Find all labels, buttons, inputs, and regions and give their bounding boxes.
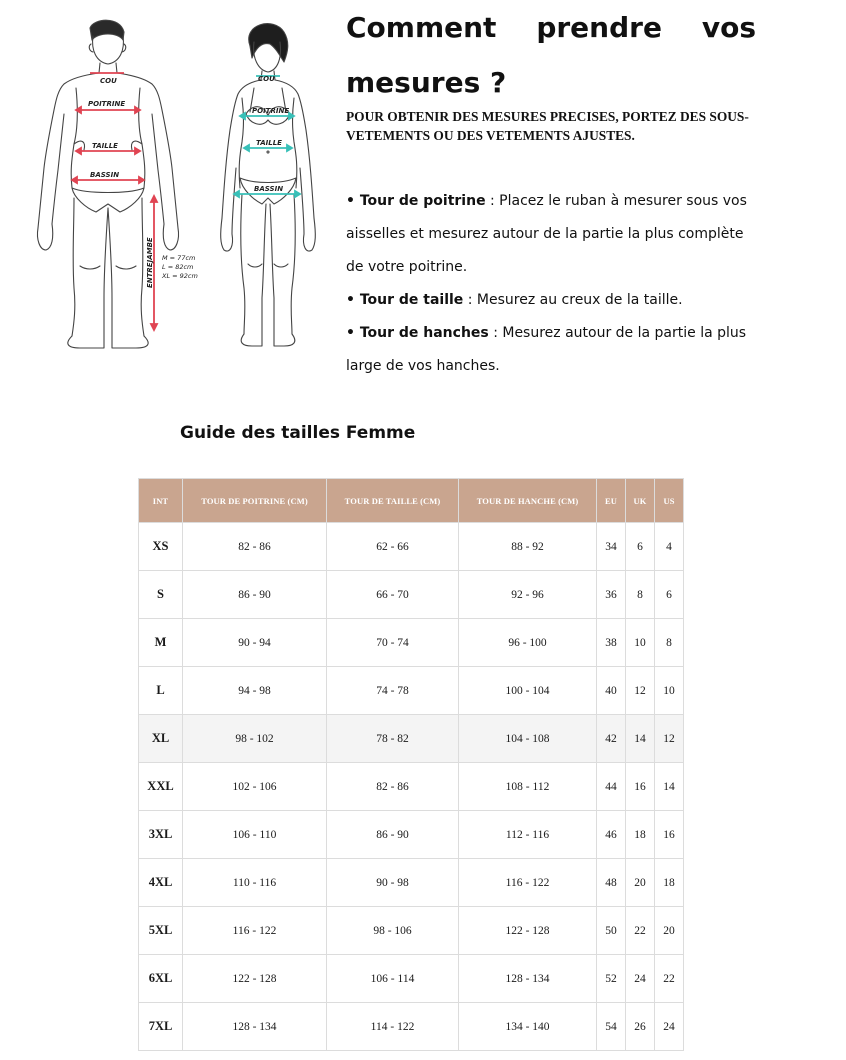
header-hip: TOUR DE HANCHE (CM) <box>459 479 597 523</box>
cell-us: 22 <box>655 955 684 1003</box>
table-row <box>139 907 684 955</box>
cell-waist: 114 - 122 <box>327 1003 459 1051</box>
cell-int: S <box>139 571 183 619</box>
cell-eu: 40 <box>597 667 626 715</box>
instruction-waist <box>346 284 758 317</box>
cell-waist: 82 - 86 <box>327 763 459 811</box>
header-chest: TOUR DE POITRINE (CM) <box>183 479 327 523</box>
cell-chest: 82 - 86 <box>183 523 327 571</box>
cell-chest: 86 - 90 <box>183 571 327 619</box>
table-row <box>139 523 684 571</box>
cell-hip: 108 - 112 <box>459 763 597 811</box>
man-label-inseam: ENTREJAMBE <box>146 237 154 288</box>
cell-uk: 24 <box>626 955 655 1003</box>
instruction-hip-label: • Tour de hanches <box>346 325 489 341</box>
size-table-header <box>139 479 684 523</box>
cell-hip: 128 - 134 <box>459 955 597 1003</box>
cell-int: 7XL <box>139 1003 183 1051</box>
cell-eu: 44 <box>597 763 626 811</box>
cell-uk: 6 <box>626 523 655 571</box>
cell-chest: 102 - 106 <box>183 763 327 811</box>
cell-waist: 86 - 90 <box>327 811 459 859</box>
cell-hip: 100 - 104 <box>459 667 597 715</box>
header-eu: EU <box>597 479 626 523</box>
table-row <box>139 1003 684 1051</box>
cell-hip: 92 - 96 <box>459 571 597 619</box>
table-row <box>139 571 684 619</box>
cell-chest: 106 - 110 <box>183 811 327 859</box>
cell-hip: 122 - 128 <box>459 907 597 955</box>
cell-chest: 122 - 128 <box>183 955 327 1003</box>
cell-chest: 94 - 98 <box>183 667 327 715</box>
cell-uk: 20 <box>626 859 655 907</box>
cell-us: 8 <box>655 619 684 667</box>
cell-us: 10 <box>655 667 684 715</box>
instruction-waist-label: • Tour de taille <box>346 292 464 308</box>
cell-eu: 38 <box>597 619 626 667</box>
cell-waist: 70 - 74 <box>327 619 459 667</box>
table-row <box>139 715 684 763</box>
cell-int: M <box>139 619 183 667</box>
cell-waist: 74 - 78 <box>327 667 459 715</box>
header-int: INT <box>139 479 183 523</box>
cell-int: 6XL <box>139 955 183 1003</box>
measurement-instructions <box>346 185 758 383</box>
cell-uk: 14 <box>626 715 655 763</box>
cell-waist: 62 - 66 <box>327 523 459 571</box>
cell-waist: 98 - 106 <box>327 907 459 955</box>
instruction-hip-text: : Mesurez autour de la partie la plus large de vos hanches. <box>346 325 747 374</box>
cell-uk: 26 <box>626 1003 655 1051</box>
man-label-chest: POITRINE <box>88 100 126 108</box>
cell-eu: 34 <box>597 523 626 571</box>
table-row <box>139 859 684 907</box>
man-label-neck: COU <box>100 77 117 85</box>
cell-us: 14 <box>655 763 684 811</box>
cell-uk: 18 <box>626 811 655 859</box>
instruction-chest-text: : Placez le ruban à mesurer sous vos aisselles et mesurez autour de la partie la plus complète de votre poitrine. <box>346 193 747 275</box>
cell-hip: 116 - 122 <box>459 859 597 907</box>
cell-hip: 88 - 92 <box>459 523 597 571</box>
man-figure <box>37 20 178 348</box>
cell-uk: 22 <box>626 907 655 955</box>
woman-label-waist: TAILLE <box>256 139 282 147</box>
cell-eu: 54 <box>597 1003 626 1051</box>
cell-waist: 66 - 70 <box>327 571 459 619</box>
man-label-hip: BASSIN <box>90 171 120 179</box>
cell-hip: 134 - 140 <box>459 1003 597 1051</box>
woman-label-chest: POITRINE <box>252 107 290 115</box>
instruction-waist-text: : Mesurez au creux de la taille. <box>463 292 683 308</box>
cell-int: 5XL <box>139 907 183 955</box>
cell-chest: 98 - 102 <box>183 715 327 763</box>
table-row <box>139 619 684 667</box>
cell-hip: 104 - 108 <box>459 715 597 763</box>
cell-eu: 42 <box>597 715 626 763</box>
cell-hip: 112 - 116 <box>459 811 597 859</box>
woman-label-hip: BASSIN <box>254 185 284 193</box>
cell-waist: 106 - 114 <box>327 955 459 1003</box>
cell-int: XS <box>139 523 183 571</box>
cell-us: 24 <box>655 1003 684 1051</box>
cell-us: 18 <box>655 859 684 907</box>
cell-eu: 36 <box>597 571 626 619</box>
cell-int: XL <box>139 715 183 763</box>
cell-us: 16 <box>655 811 684 859</box>
cell-uk: 8 <box>626 571 655 619</box>
measurement-illustration <box>24 18 330 352</box>
table-row <box>139 763 684 811</box>
man-inseam-m: M = 77cm <box>162 254 196 262</box>
size-guide-title: Guide des tailles Femme <box>180 423 416 443</box>
cell-chest: 110 - 116 <box>183 859 327 907</box>
cell-int: 4XL <box>139 859 183 907</box>
measurement-tip: POUR OBTENIR DES MESURES PRECISES, PORTEZ DES SOUS-VETEMENTS OU DES VETEMENTS AJUSTES. <box>346 109 749 143</box>
header-us: US <box>655 479 684 523</box>
cell-uk: 10 <box>626 619 655 667</box>
cell-waist: 90 - 98 <box>327 859 459 907</box>
cell-eu: 46 <box>597 811 626 859</box>
table-row <box>139 811 684 859</box>
cell-us: 20 <box>655 907 684 955</box>
cell-us: 6 <box>655 571 684 619</box>
woman-label-neck: COU <box>258 75 275 83</box>
table-row <box>139 955 684 1003</box>
cell-int: XXL <box>139 763 183 811</box>
body-measurement-figure <box>24 18 330 352</box>
header-waist: TOUR DE TAILLE (CM) <box>327 479 459 523</box>
cell-uk: 16 <box>626 763 655 811</box>
cell-uk: 12 <box>626 667 655 715</box>
cell-eu: 50 <box>597 907 626 955</box>
man-inseam-l: L = 82cm <box>162 263 194 271</box>
man-inseam-xl: XL = 92cm <box>162 272 198 280</box>
instruction-chest <box>346 185 758 284</box>
size-table <box>138 478 684 1051</box>
page-title: Comment prendre vos mesures ? <box>346 11 756 99</box>
cell-chest: 90 - 94 <box>183 619 327 667</box>
cell-eu: 52 <box>597 955 626 1003</box>
cell-chest: 128 - 134 <box>183 1003 327 1051</box>
cell-waist: 78 - 82 <box>327 715 459 763</box>
cell-eu: 48 <box>597 859 626 907</box>
instruction-hip <box>346 317 758 383</box>
man-label-waist: TAILLE <box>92 142 118 150</box>
cell-chest: 116 - 122 <box>183 907 327 955</box>
table-row <box>139 667 684 715</box>
cell-us: 4 <box>655 523 684 571</box>
header-uk: UK <box>626 479 655 523</box>
cell-int: L <box>139 667 183 715</box>
cell-hip: 96 - 100 <box>459 619 597 667</box>
instruction-chest-label: • Tour de poitrine <box>346 193 486 209</box>
cell-us: 12 <box>655 715 684 763</box>
cell-int: 3XL <box>139 811 183 859</box>
